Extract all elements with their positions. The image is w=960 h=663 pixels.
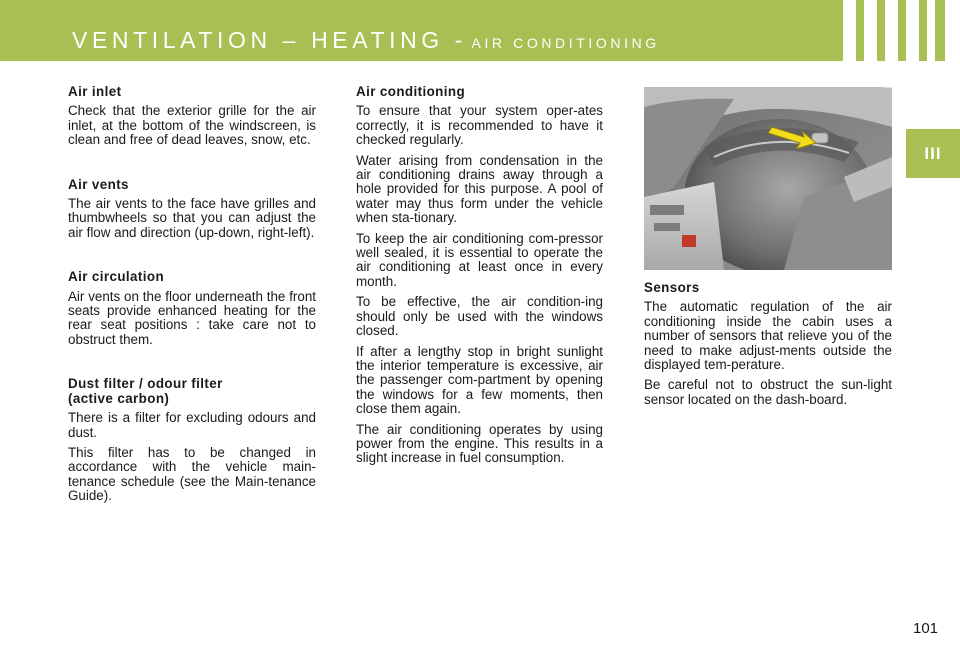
section-paragraph: To ensure that your system oper-ates correctly, it is recommended to have it checked regularly.	[356, 103, 603, 148]
chapter-tab: III	[906, 129, 960, 178]
page-number: 101	[913, 620, 939, 637]
section-heading: Air vents	[68, 176, 129, 192]
section-paragraph: To keep the air conditioning com-pressor well sealed, it is essential to operate the air conditioning at least once in every month.	[356, 230, 603, 289]
section-paragraph: The automatic regulation of the air conditioning inside the cabin uses a number of sensors that relieve you of the need to make adjust-ments outside the displayed tem-perature.	[644, 299, 892, 373]
section-paragraph: There is a filter for excluding odours and dust.	[68, 410, 316, 440]
section-paragraph: Be careful not to obstruct the sun-light sensor located on the dash-board.	[644, 377, 892, 407]
header-stripe	[927, 0, 935, 61]
dashboard-illustration	[644, 87, 892, 270]
header-stripe	[906, 0, 919, 61]
section-sensors	[644, 281, 892, 407]
section-air-inlet	[68, 85, 316, 148]
section-paragraph: Water arising from condensation in the air conditioning drains away through a hole provided for this purpose. A pool of water may thus form under the vehicle when sta-tionary.	[356, 152, 603, 226]
title-main: VENTILATION – HEATING -	[72, 27, 468, 53]
page-title	[72, 27, 660, 54]
section-paragraph: This filter has to be changed in accordance with the vehicle main-tenance schedule (see the Main-tenance Guide).	[68, 444, 316, 504]
section-air-conditioning	[356, 85, 603, 466]
header-stripe	[945, 0, 960, 61]
section-paragraph: If after a lengthy stop in bright sunlight the interior temperature is excessive, air the passenger com-partment by opening the windows for a few moments, then close them again.	[356, 343, 603, 417]
dashboard-sensor-photo	[644, 87, 892, 270]
title-sub: AIR CONDITIONING	[471, 35, 660, 51]
section-heading: Air conditioning	[356, 84, 466, 99]
left-column	[68, 85, 316, 510]
middle-column	[356, 85, 603, 472]
section-paragraph: The air vents to the face have grilles and thumbwheels so that you can adjust the air flow and direction (up-down, right-left).	[68, 196, 316, 240]
section-heading: Air inlet	[68, 84, 122, 99]
section-heading: Sensors	[644, 280, 700, 295]
section-air-circulation	[68, 270, 316, 347]
header-stripe	[864, 0, 877, 61]
section-heading: Air circulation	[68, 269, 165, 285]
section-paragraph: Air vents on the floor underneath the front seats provide enhanced heating for the rear seat positions : take care not to obstruct them.	[68, 288, 316, 347]
section-paragraph: The air conditioning operates by using power from the engine. This results in a slight increase in fuel consumption.	[356, 421, 603, 466]
section-dust-filter	[68, 377, 316, 503]
section-heading: Dust filter / odour filter (active carbon)	[68, 376, 223, 406]
section-paragraph: To be effective, the air condition-ing should only be used with the windows closed.	[356, 294, 603, 339]
section-air-vents	[68, 178, 316, 241]
page-header	[0, 0, 960, 61]
header-stripe	[843, 0, 856, 61]
header-stripe	[885, 0, 898, 61]
right-column	[644, 281, 892, 413]
section-paragraph: Check that the exterior grille for the air inlet, at the bottom of the windscreen, is clean and free of dead leaves, snow, etc.	[68, 103, 316, 148]
